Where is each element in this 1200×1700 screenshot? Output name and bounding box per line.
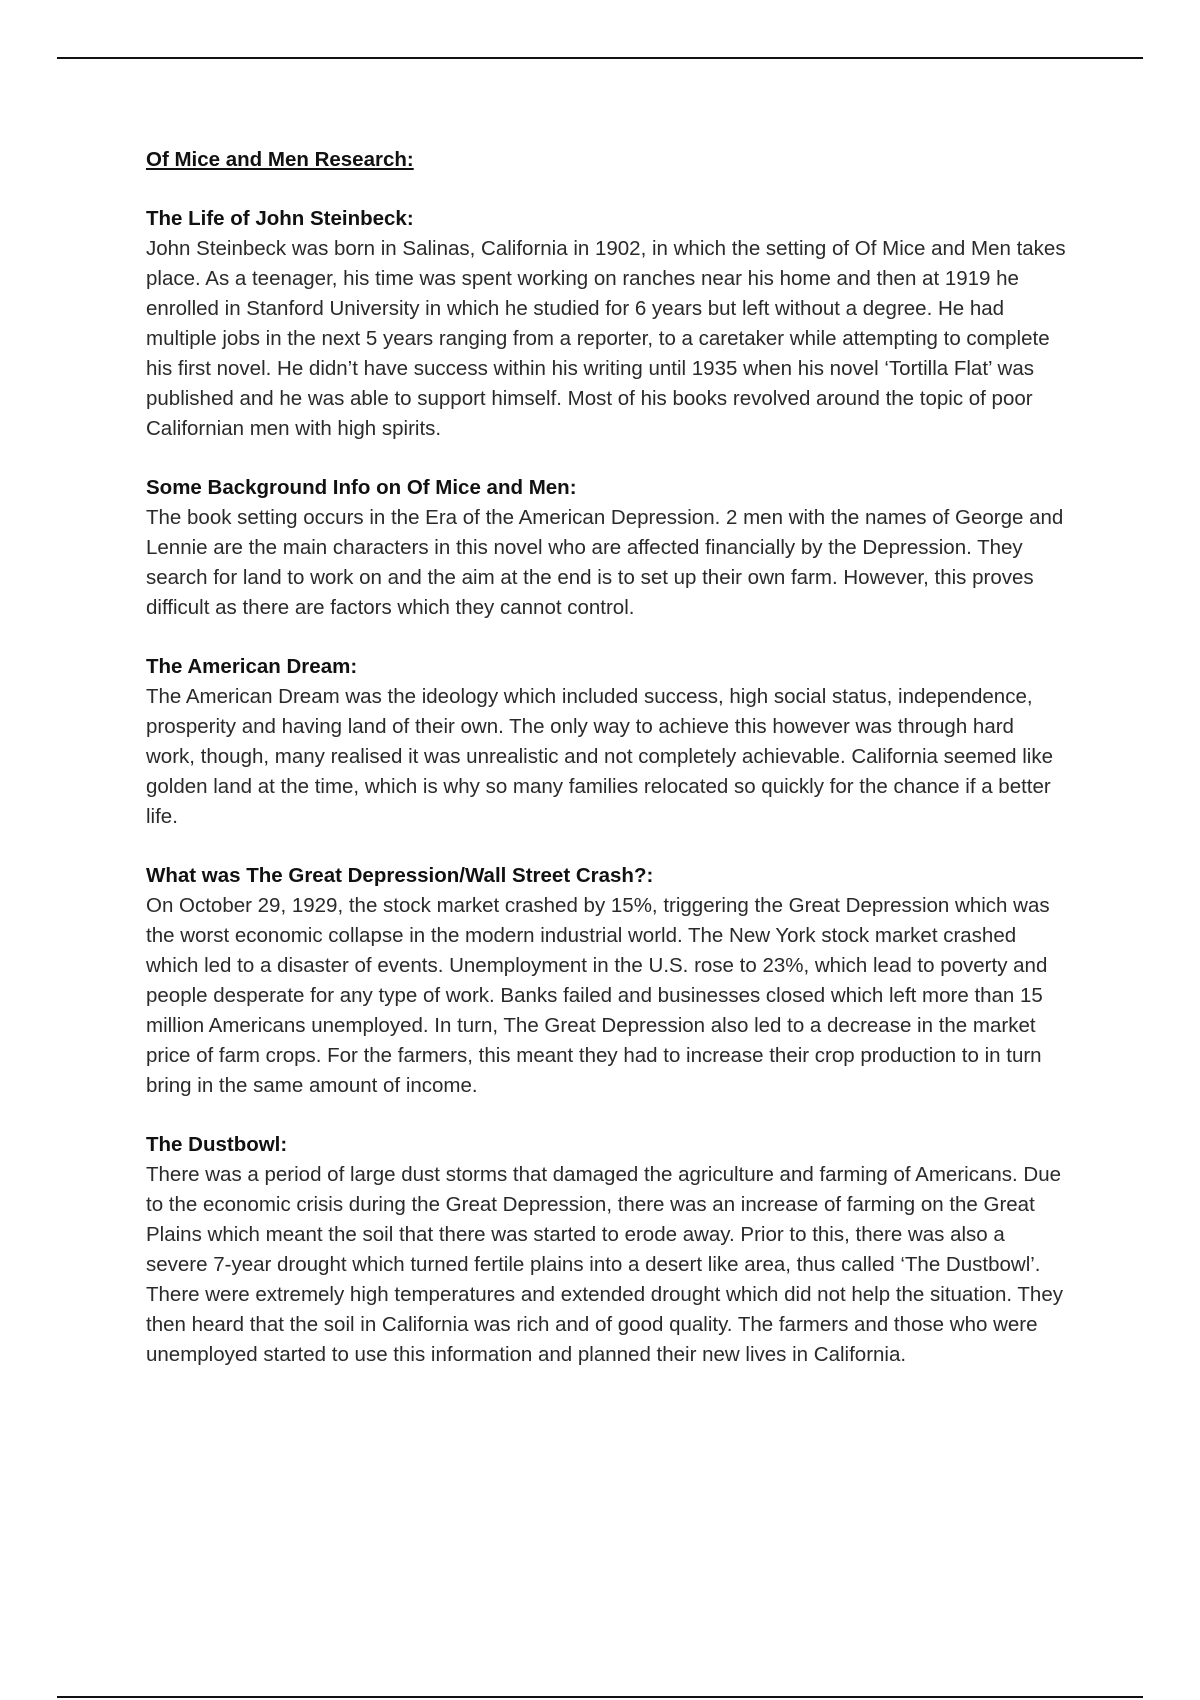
section-heading: The Dustbowl: [146,1133,288,1156]
section-steinbeck-life [146,204,1066,444]
section-great-depression [146,861,1066,1101]
section-american-dream [146,652,1066,832]
section-paragraph: There was a period of large dust storms that damaged the agriculture and farming of Americans. Due to the economic crisis during the Great Depression, there was an increase of farming on the Great Plains which meant the soil that there was started to erode away. Prior to this, there was also a severe 7-year drought which turned fertile plains into a desert like area, thus called ‘The Dustbowl’. There were extremely high temperatures and extended drought which did not help the situation. They then heard that the soil in California was rich and of good quality. The farmers and those who were unemployed started to use this information and planned their new lives in California. [146,1163,1063,1366]
section-dustbowl [146,1130,1066,1370]
header-rule [57,57,1143,59]
document-body [146,145,1066,1399]
section-heading: What was The Great Depression/Wall Street Crash?: [146,864,654,887]
section-paragraph: The American Dream was the ideology which included success, high social status, independence, prosperity and having land of their own. The only way to achieve this however was through hard work, though, many realised it was unrealistic and not completely achievable. California seemed like golden land at the time, which is why so many families relocated so quickly for the chance if a better life. [146,685,1054,828]
section-background-info [146,473,1066,623]
section-paragraph: John Steinbeck was born in Salinas, California in 1902, in which the setting of Of Mice and Men takes place. As a teenager, his time was spent working on ranches near his home and then at 1919 he enrolled in Stanford University in which he studied for 6 years but left without a degree. He had multiple jobs in the next 5 years ranging from a reporter, to a caretaker while attempting to complete his first novel. He didn’t have success within his writing until 1935 when his novel ‘Tortilla Flat’ was published and he was able to support himself. Most of his books revolved around the topic of poor Californian men with high spirits. [146,237,1066,440]
section-paragraph: The book setting occurs in the Era of the American Depression. 2 men with the names of George and Lennie are the main characters in this novel who are affected financially by the Depression. They search for land to work on and the aim at the end is to set up their own farm. However, this proves difficult as there are factors which they cannot control. [146,506,1064,619]
section-heading: The Life of John Steinbeck: [146,207,414,230]
section-heading: The American Dream: [146,655,358,678]
section-paragraph: On October 29, 1929, the stock market crashed by 15%, triggering the Great Depression which was the worst economic collapse in the modern industrial world. The New York stock market crashed which led to a disaster of events. Unemployment in the U.S. rose to 23%, which lead to poverty and people desperate for any type of work. Banks failed and businesses closed which left more than 15 million Americans unemployed. In turn, The Great Depression also led to a decrease in the market price of farm crops. For the farmers, this meant they had to increase their crop production to in turn bring in the same amount of income. [146,894,1050,1097]
footer-rule [57,1696,1143,1698]
document-title: Of Mice and Men Research: [146,148,414,171]
section-heading: Some Background Info on Of Mice and Men: [146,476,577,499]
